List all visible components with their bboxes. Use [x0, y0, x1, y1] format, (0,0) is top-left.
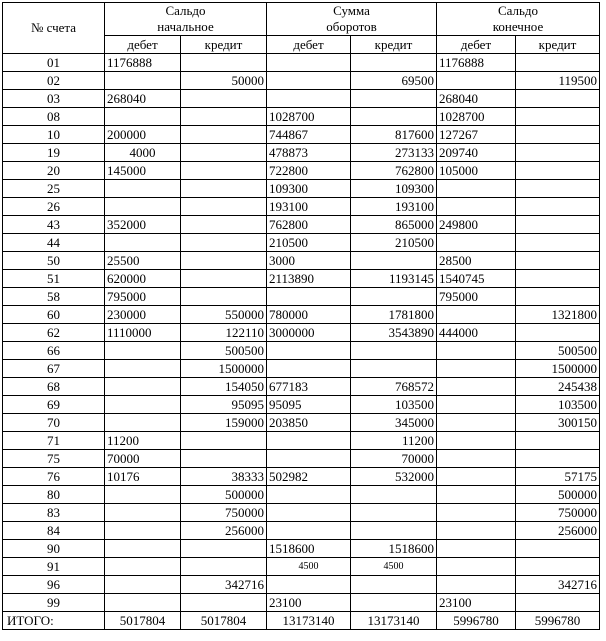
closing-credit-cell — [516, 558, 600, 576]
opening-credit-cell — [181, 234, 267, 252]
opening-debit-cell — [105, 486, 181, 504]
turnover-debit-cell: 3000000 — [267, 324, 351, 342]
table-row — [3, 198, 600, 216]
turnover-debit-cell: 1518600 — [267, 540, 351, 558]
turnover-credit-cell: 3543890 — [351, 324, 437, 342]
account-number-cell: 67 — [3, 360, 105, 378]
account-number-cell: 44 — [3, 234, 105, 252]
turnover-debit-cell: 109300 — [267, 180, 351, 198]
turnover-credit-cell — [351, 360, 437, 378]
account-number-cell: 62 — [3, 324, 105, 342]
closing-debit-cell — [437, 72, 516, 90]
opening-debit-cell — [105, 180, 181, 198]
table-row — [3, 414, 600, 432]
turnover-credit-cell: 193100 — [351, 198, 437, 216]
table-row — [3, 504, 600, 522]
closing-credit-cell — [516, 90, 600, 108]
opening-debit-cell: 230000 — [105, 306, 181, 324]
turnover-credit-cell: 345000 — [351, 414, 437, 432]
turnover-debit-cell: 210500 — [267, 234, 351, 252]
turnover-credit-cell — [351, 486, 437, 504]
table-row — [3, 558, 600, 576]
closing-credit-cell: 342716 — [516, 576, 600, 594]
closing-debit-cell: 1540745 — [437, 270, 516, 288]
opening-credit-cell — [181, 54, 267, 72]
total-closing-debit: 5996780 — [437, 612, 516, 630]
opening-credit-cell: 500000 — [181, 486, 267, 504]
table-row — [3, 522, 600, 540]
opening-credit-cell: 122110 — [181, 324, 267, 342]
turnover-debit-cell — [267, 486, 351, 504]
closing-credit-cell: 1321800 — [516, 306, 600, 324]
closing-credit-cell: 57175 — [516, 468, 600, 486]
turnover-credit-header: кредит — [351, 36, 437, 54]
closing-credit-cell — [516, 540, 600, 558]
turnover-debit-cell: 722800 — [267, 162, 351, 180]
turnover-debit-cell — [267, 90, 351, 108]
table-row — [3, 576, 600, 594]
total-opening-debit: 5017804 — [105, 612, 181, 630]
turnover-credit-cell — [351, 504, 437, 522]
opening-credit-cell — [181, 270, 267, 288]
turnover-debit-cell: 203850 — [267, 414, 351, 432]
closing-credit-cell — [516, 144, 600, 162]
closing-debit-cell: 28500 — [437, 252, 516, 270]
opening-credit-cell — [181, 450, 267, 468]
opening-debit-cell — [105, 504, 181, 522]
opening-debit-cell — [105, 540, 181, 558]
ledger-body — [3, 54, 600, 612]
closing-debit-cell: 249800 — [437, 216, 516, 234]
turnover-credit-cell — [351, 576, 437, 594]
closing-credit-cell — [516, 270, 600, 288]
closing-credit-cell — [516, 288, 600, 306]
account-number-cell: 99 — [3, 594, 105, 612]
turnover-debit-cell: 502982 — [267, 468, 351, 486]
closing-credit-cell: 300150 — [516, 414, 600, 432]
turnover-credit-cell — [351, 522, 437, 540]
table-row — [3, 306, 600, 324]
account-number-cell: 25 — [3, 180, 105, 198]
closing-credit-cell: 1500000 — [516, 360, 600, 378]
account-number-cell: 71 — [3, 432, 105, 450]
closing-debit-cell: 1028700 — [437, 108, 516, 126]
opening-debit-cell — [105, 378, 181, 396]
account-number-cell: 19 — [3, 144, 105, 162]
balance-sheet-table — [2, 2, 600, 630]
table-row — [3, 216, 600, 234]
account-number-cell: 80 — [3, 486, 105, 504]
turnover-debit-cell — [267, 72, 351, 90]
turnover-debit-cell: 4500 — [267, 558, 351, 576]
opening-debit-cell: 200000 — [105, 126, 181, 144]
table-row — [3, 468, 600, 486]
opening-credit-header: кредит — [181, 36, 267, 54]
turnover-credit-cell: 69500 — [351, 72, 437, 90]
turnover-credit-cell: 1781800 — [351, 306, 437, 324]
closing-credit-cell — [516, 162, 600, 180]
table-row — [3, 252, 600, 270]
turnover-debit-cell — [267, 504, 351, 522]
table-row — [3, 234, 600, 252]
opening-credit-cell: 550000 — [181, 306, 267, 324]
closing-balance-header — [437, 3, 600, 36]
table-row — [3, 378, 600, 396]
table-row — [3, 540, 600, 558]
opening-debit-cell: 620000 — [105, 270, 181, 288]
account-number-cell: 01 — [3, 54, 105, 72]
turnover-debit-cell: 193100 — [267, 198, 351, 216]
turnover-credit-cell: 273133 — [351, 144, 437, 162]
opening-debit-header: дебет — [105, 36, 181, 54]
opening-debit-cell: 70000 — [105, 450, 181, 468]
table-row — [3, 324, 600, 342]
opening-debit-cell: 352000 — [105, 216, 181, 234]
opening-credit-cell: 95095 — [181, 396, 267, 414]
closing-credit-cell: 500000 — [516, 486, 600, 504]
opening-debit-cell: 145000 — [105, 162, 181, 180]
turnover-debit-cell: 677183 — [267, 378, 351, 396]
closing-debit-cell — [437, 378, 516, 396]
closing-debit-cell — [437, 396, 516, 414]
turnover-debit-cell: 780000 — [267, 306, 351, 324]
closing-debit-cell — [437, 576, 516, 594]
turnover-debit-cell: 3000 — [267, 252, 351, 270]
closing-credit-cell — [516, 216, 600, 234]
turnover-debit-cell — [267, 450, 351, 468]
closing-balance-header-line1: Сальдо — [497, 3, 539, 18]
turnover-credit-cell — [351, 288, 437, 306]
closing-credit-cell — [516, 180, 600, 198]
turnover-credit-cell — [351, 108, 437, 126]
table-row — [3, 360, 600, 378]
opening-debit-cell — [105, 198, 181, 216]
opening-credit-cell — [181, 162, 267, 180]
closing-credit-cell — [516, 126, 600, 144]
opening-debit-cell — [105, 522, 181, 540]
account-number-cell: 20 — [3, 162, 105, 180]
turnover-credit-cell: 210500 — [351, 234, 437, 252]
account-number-cell: 03 — [3, 90, 105, 108]
opening-credit-cell: 750000 — [181, 504, 267, 522]
opening-credit-cell: 159000 — [181, 414, 267, 432]
closing-debit-header: дебет — [437, 36, 516, 54]
opening-debit-cell — [105, 576, 181, 594]
closing-debit-cell — [437, 414, 516, 432]
table-row — [3, 162, 600, 180]
opening-credit-cell — [181, 108, 267, 126]
closing-credit-cell: 500500 — [516, 342, 600, 360]
account-number-cell: 90 — [3, 540, 105, 558]
turnover-credit-cell — [351, 594, 437, 612]
opening-credit-cell — [181, 144, 267, 162]
closing-debit-cell — [437, 558, 516, 576]
account-number-cell: 43 — [3, 216, 105, 234]
opening-debit-cell: 10176 — [105, 468, 181, 486]
closing-debit-cell — [437, 468, 516, 486]
account-number-cell: 83 — [3, 504, 105, 522]
closing-credit-cell: 750000 — [516, 504, 600, 522]
opening-credit-cell: 256000 — [181, 522, 267, 540]
opening-debit-cell: 25500 — [105, 252, 181, 270]
account-number-header: № счета — [3, 3, 105, 54]
turnover-debit-cell: 1028700 — [267, 108, 351, 126]
turnover-credit-cell: 532000 — [351, 468, 437, 486]
account-number-cell: 96 — [3, 576, 105, 594]
opening-credit-cell: 50000 — [181, 72, 267, 90]
turnover-debit-cell: 478873 — [267, 144, 351, 162]
closing-debit-cell: 127267 — [437, 126, 516, 144]
turnover-debit-cell: 2113890 — [267, 270, 351, 288]
opening-credit-cell — [181, 432, 267, 450]
opening-credit-cell: 38333 — [181, 468, 267, 486]
account-number-cell: 58 — [3, 288, 105, 306]
closing-debit-cell — [437, 450, 516, 468]
closing-debit-cell — [437, 180, 516, 198]
account-number-cell: 02 — [3, 72, 105, 90]
total-label: ИТОГО: — [3, 612, 105, 630]
turnover-header-line1: Сумма — [333, 3, 370, 18]
closing-credit-cell — [516, 324, 600, 342]
closing-debit-cell — [437, 234, 516, 252]
account-number-cell: 26 — [3, 198, 105, 216]
closing-credit-cell — [516, 108, 600, 126]
closing-credit-cell — [516, 234, 600, 252]
table-row — [3, 486, 600, 504]
turnover-header — [267, 3, 437, 36]
closing-credit-cell — [516, 54, 600, 72]
table-row — [3, 288, 600, 306]
account-number-cell: 66 — [3, 342, 105, 360]
opening-credit-cell: 500500 — [181, 342, 267, 360]
opening-credit-cell — [181, 216, 267, 234]
turnover-credit-cell: 109300 — [351, 180, 437, 198]
turnover-credit-cell: 70000 — [351, 450, 437, 468]
opening-debit-cell — [105, 342, 181, 360]
header-row-main — [3, 3, 600, 36]
closing-debit-cell — [437, 198, 516, 216]
closing-debit-cell: 209740 — [437, 144, 516, 162]
turnover-debit-cell: 744867 — [267, 126, 351, 144]
turnover-credit-cell — [351, 342, 437, 360]
table-row — [3, 594, 600, 612]
closing-credit-cell: 119500 — [516, 72, 600, 90]
opening-debit-cell — [105, 72, 181, 90]
opening-debit-cell — [105, 396, 181, 414]
turnover-debit-cell — [267, 522, 351, 540]
closing-credit-cell: 103500 — [516, 396, 600, 414]
closing-credit-cell — [516, 432, 600, 450]
opening-debit-cell: 4000 — [105, 144, 181, 162]
opening-credit-cell — [181, 558, 267, 576]
account-number-cell: 51 — [3, 270, 105, 288]
total-opening-credit: 5017804 — [181, 612, 267, 630]
closing-credit-cell — [516, 594, 600, 612]
closing-credit-header: кредит — [516, 36, 600, 54]
closing-debit-cell: 268040 — [437, 90, 516, 108]
turnover-credit-cell: 4500 — [351, 558, 437, 576]
table-row — [3, 180, 600, 198]
turnover-debit-cell — [267, 288, 351, 306]
turnover-credit-cell: 1518600 — [351, 540, 437, 558]
turnover-credit-cell: 11200 — [351, 432, 437, 450]
closing-debit-cell: 444000 — [437, 324, 516, 342]
account-number-cell: 69 — [3, 396, 105, 414]
closing-debit-cell — [437, 486, 516, 504]
table-row — [3, 144, 600, 162]
total-row — [3, 612, 600, 630]
table-row — [3, 72, 600, 90]
turnover-debit-cell — [267, 360, 351, 378]
opening-debit-cell — [105, 414, 181, 432]
table-row — [3, 396, 600, 414]
turnover-credit-cell: 768572 — [351, 378, 437, 396]
turnover-debit-cell — [267, 342, 351, 360]
account-number-cell: 60 — [3, 306, 105, 324]
opening-credit-cell — [181, 198, 267, 216]
table-row — [3, 126, 600, 144]
closing-credit-cell — [516, 450, 600, 468]
total-closing-credit: 5996780 — [516, 612, 600, 630]
closing-debit-cell: 23100 — [437, 594, 516, 612]
turnover-credit-cell — [351, 90, 437, 108]
closing-debit-cell: 795000 — [437, 288, 516, 306]
table-row — [3, 342, 600, 360]
closing-credit-cell: 245438 — [516, 378, 600, 396]
closing-debit-cell — [437, 504, 516, 522]
closing-debit-cell — [437, 540, 516, 558]
opening-credit-cell: 1500000 — [181, 360, 267, 378]
account-number-cell: 75 — [3, 450, 105, 468]
table-row — [3, 90, 600, 108]
opening-debit-cell: 268040 — [105, 90, 181, 108]
total-turnover-credit: 13173140 — [351, 612, 437, 630]
opening-debit-cell — [105, 558, 181, 576]
opening-credit-cell — [181, 540, 267, 558]
turnover-credit-cell: 103500 — [351, 396, 437, 414]
opening-debit-cell: 1176888 — [105, 54, 181, 72]
opening-credit-cell — [181, 252, 267, 270]
closing-debit-cell — [437, 432, 516, 450]
opening-debit-cell: 795000 — [105, 288, 181, 306]
total-turnover-debit: 13173140 — [267, 612, 351, 630]
table-row — [3, 54, 600, 72]
turnover-credit-cell — [351, 54, 437, 72]
opening-credit-cell — [181, 90, 267, 108]
table-row — [3, 450, 600, 468]
turnover-credit-cell: 865000 — [351, 216, 437, 234]
opening-debit-cell — [105, 108, 181, 126]
account-number-cell: 91 — [3, 558, 105, 576]
turnover-debit-cell — [267, 576, 351, 594]
closing-debit-cell — [437, 306, 516, 324]
turnover-debit-cell — [267, 54, 351, 72]
account-number-cell: 10 — [3, 126, 105, 144]
turnover-debit-cell: 95095 — [267, 396, 351, 414]
turnover-header-line2: оборотов — [326, 19, 377, 34]
closing-credit-cell — [516, 252, 600, 270]
closing-debit-cell — [437, 342, 516, 360]
opening-balance-header-line1: Сальдо — [165, 3, 206, 18]
turnover-credit-cell: 817600 — [351, 126, 437, 144]
turnover-debit-cell: 762800 — [267, 216, 351, 234]
opening-debit-cell — [105, 594, 181, 612]
closing-debit-cell — [437, 522, 516, 540]
turnover-credit-cell — [351, 252, 437, 270]
opening-debit-cell — [105, 234, 181, 252]
opening-debit-cell: 1110000 — [105, 324, 181, 342]
closing-credit-cell: 256000 — [516, 522, 600, 540]
turnover-credit-cell: 762800 — [351, 162, 437, 180]
opening-credit-cell — [181, 180, 267, 198]
opening-debit-cell — [105, 360, 181, 378]
turnover-debit-cell: 23100 — [267, 594, 351, 612]
opening-balance-header — [105, 3, 267, 36]
opening-credit-cell: 342716 — [181, 576, 267, 594]
opening-credit-cell — [181, 288, 267, 306]
closing-debit-cell — [437, 360, 516, 378]
account-number-cell: 76 — [3, 468, 105, 486]
account-number-cell: 70 — [3, 414, 105, 432]
table-row — [3, 270, 600, 288]
account-number-cell: 50 — [3, 252, 105, 270]
opening-credit-cell: 154050 — [181, 378, 267, 396]
closing-debit-cell: 1176888 — [437, 54, 516, 72]
closing-credit-cell — [516, 198, 600, 216]
opening-credit-cell — [181, 594, 267, 612]
table-row — [3, 432, 600, 450]
closing-balance-header-line2: конечное — [492, 19, 544, 34]
account-number-cell: 84 — [3, 522, 105, 540]
opening-debit-cell: 11200 — [105, 432, 181, 450]
turnover-credit-cell: 1193145 — [351, 270, 437, 288]
account-number-cell: 08 — [3, 108, 105, 126]
turnover-debit-cell — [267, 432, 351, 450]
opening-balance-header-line2: начальное — [157, 19, 214, 34]
closing-debit-cell: 105000 — [437, 162, 516, 180]
table-row — [3, 108, 600, 126]
account-number-cell: 68 — [3, 378, 105, 396]
turnover-debit-header: дебет — [267, 36, 351, 54]
opening-credit-cell — [181, 126, 267, 144]
